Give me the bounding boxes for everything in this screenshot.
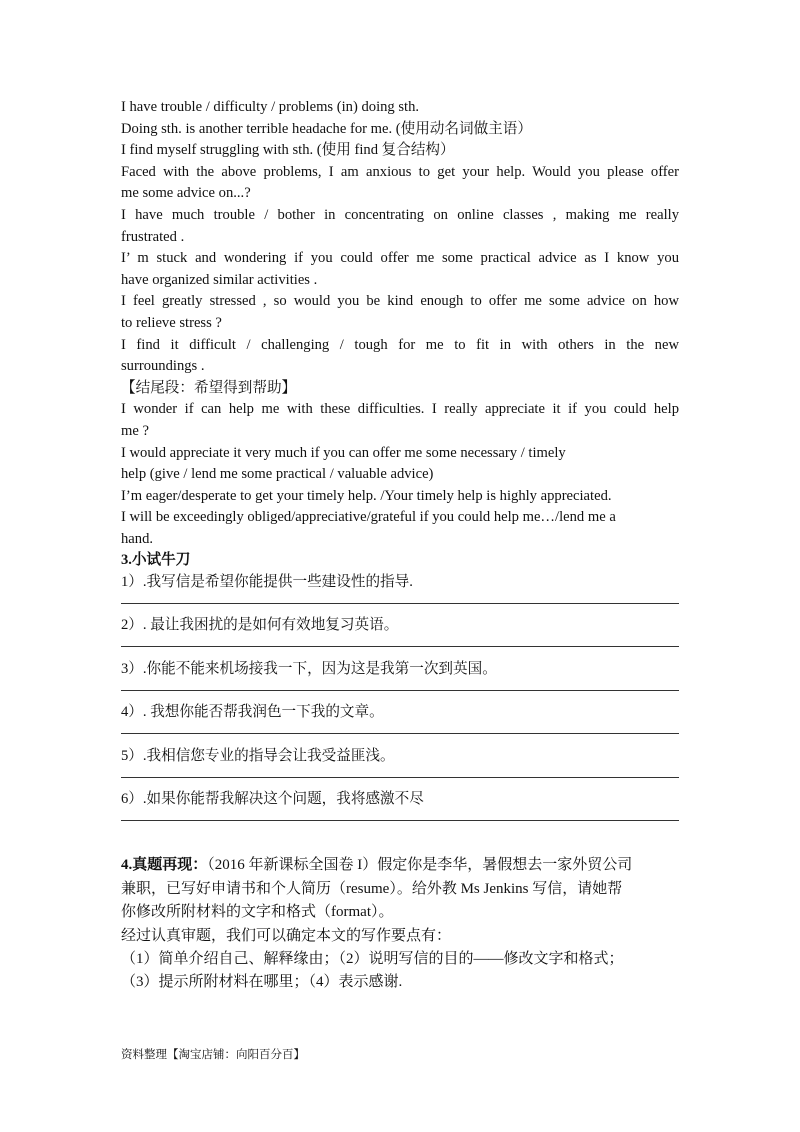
answer-blank[interactable] <box>121 777 679 778</box>
text-line: （2016 年新课标全国卷 I）假定你是李华，暑假想去一家外贸公司 <box>207 857 633 874</box>
answer-blank[interactable] <box>121 603 679 604</box>
exercise-prompt: 6）.如果你能帮我解决这个问题，我将感激不尽 <box>121 791 424 808</box>
page-footer: 资料整理【淘宝店铺：向阳百分百】 <box>121 1047 305 1061</box>
text-line: I’ m stuck and wondering if you could offer me some practical advice as I know you <box>121 250 679 267</box>
exercise-list <box>121 572 679 832</box>
section-4 <box>121 854 679 994</box>
text-line: I feel greatly stressed , so would you be kind enough to offer me some advice on how <box>121 293 679 310</box>
text-line: help (give / lend me some practical / valuable advice) <box>121 466 434 483</box>
text-line: hand. <box>121 530 154 547</box>
text-line: Faced with the above problems, I am anxious to get your help. Would you please offer <box>121 163 679 180</box>
section-subheading: 【结尾段：希望得到帮助】 <box>121 379 297 396</box>
text-line: 你修改所附材料的文字和格式（format）。 <box>121 904 394 921</box>
exercise-item <box>121 659 679 702</box>
text-line: Doing sth. is another terrible headache for me. (使用动名词做主语） <box>121 120 532 137</box>
phrase-lines <box>121 97 679 550</box>
text-line: 经过认真审题，我们可以确定本文的写作要点有： <box>121 927 452 944</box>
text-line: have organized similar activities . <box>121 271 318 288</box>
text-line: I will be exceedingly obliged/appreciative/grateful if you could help me…/lend me a <box>121 509 616 526</box>
exercise-item <box>121 702 679 745</box>
section-4-heading: 4.真题再现： <box>121 857 208 874</box>
exercise-prompt: 3）.你能不能来机场接我一下，因为这是我第一次到英国。 <box>121 660 497 677</box>
text-line: 兼职，已写好申请书和个人简历（resume）。给外教 Ms Jenkins 写信，请她帮 <box>121 880 623 897</box>
text-line: to relieve stress ? <box>121 314 222 331</box>
exercise-item <box>121 615 679 658</box>
section-4-first-line <box>121 854 679 877</box>
text-line: I find it difficult / challenging / tough for me to fit in with others in the new <box>121 336 679 353</box>
text-line: me some advice on...? <box>121 185 251 202</box>
exercise-item <box>121 789 679 832</box>
text-line: I would appreciate it very much if you can offer me some necessary / timely <box>121 444 566 461</box>
text-line: I find myself struggling with sth. (使用 find 复合结构） <box>121 142 455 159</box>
text-line: I have much trouble / bother in concentrating on online classes , making me really <box>121 206 679 223</box>
exercise-prompt: 1）.我写信是希望你能提供一些建设性的指导. <box>121 574 413 591</box>
exercise-prompt: 2）. 最让我困扰的是如何有效地复习英语。 <box>121 617 399 634</box>
answer-blank[interactable] <box>121 646 679 647</box>
exercise-item <box>121 572 679 615</box>
text-line: I wonder if can help me with these difficulties. I really appreciate it if you could help <box>121 401 679 418</box>
document-page <box>121 97 679 995</box>
text-line: I’m eager/desperate to get your timely help. /Your timely help is highly appreciated. <box>121 487 612 504</box>
answer-blank[interactable] <box>121 690 679 691</box>
exercise-item <box>121 746 679 789</box>
exercise-prompt: 4）. 我想你能否帮我润色一下我的文章。 <box>121 704 384 721</box>
text-line: me ? <box>121 422 149 439</box>
text-line: surroundings . <box>121 358 205 375</box>
exercise-prompt: 5）.我相信您专业的指导会让我受益匪浅。 <box>121 747 395 764</box>
text-line: （1）简单介绍自己、解释缘由；（2）说明写信的目的——修改文字和格式； <box>121 951 624 968</box>
answer-blank[interactable] <box>121 820 679 821</box>
text-line: （3）提示所附材料在哪里；（4）表示感谢. <box>121 974 403 991</box>
answer-blank[interactable] <box>121 733 679 734</box>
text-line: I have trouble / difficulty / problems (in) doing sth. <box>121 99 420 115</box>
section-3-heading: 3.小试牛刀 <box>121 552 191 569</box>
text-line: frustrated . <box>121 228 185 245</box>
